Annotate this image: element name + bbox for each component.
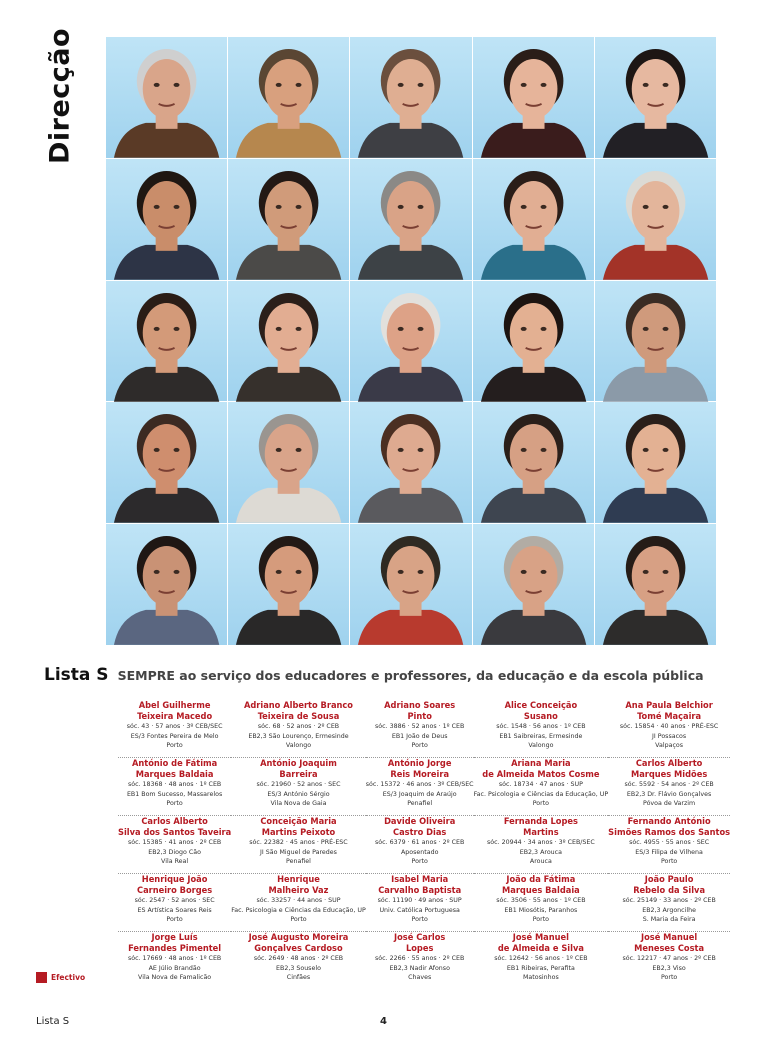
portrait-icon [106,402,227,523]
member-entry [608,700,730,758]
member-last-name: de Almeida Matos Cosme [482,768,600,780]
member-details: sóc. 12642 · 56 anos · 1º CEB [494,955,588,963]
member-details: sóc. 20944 · 34 anos · 3º CEB/SEC [486,839,595,847]
member-school: EB2,3 Dr. Flávio Gonçalves [626,790,712,798]
member-first-name: Ariana Maria [511,758,571,769]
member-details: sóc. 11190 · 49 anos · SUP [377,897,462,905]
member-location: Penafiel [286,858,311,866]
member-entry [118,816,231,874]
member-location: Porto [660,974,678,982]
member-last-name: Susano [523,710,558,722]
member-last-name: Meneses Costa [634,942,705,954]
member-details: sóc. 15372 · 46 anos · 3º CEB/SEC [365,781,474,789]
member-details: sóc. 33257 · 44 anos · SUP [256,897,341,905]
member-location: Póvoa de Varzim [643,800,696,808]
member-details: sóc. 3886 · 52 anos · 1º CEB [375,723,465,731]
member-school: EB1 Miosótis, Paranhos [504,906,578,914]
member-first-name: Carlos Alberto [635,758,703,769]
legend [36,972,85,983]
portrait-icon [595,37,716,158]
member-last-name: Lopes [405,942,434,954]
member-first-name: Jorge Luís [151,932,198,943]
member-last-name: Rebelo da Silva [633,884,706,896]
member-entry [366,758,474,816]
member-school: JI São Miguel de Paredes [260,848,337,856]
member-location: Valongo [285,742,312,750]
member-details: sóc. 15854 · 40 anos · PRÉ-ESC [619,723,719,731]
member-photo [595,159,716,280]
portrait-icon [595,524,716,645]
member-details: sóc. 2266 · 55 anos · 2º CEB [375,955,465,963]
member-details: sóc. 12217 · 47 anos · 2º CEB [622,955,716,963]
member-school: Aposentado [400,848,439,856]
portrait-icon [350,402,471,523]
member-photo [350,159,471,280]
member-school: ES/3 Filipa de Vilhena [635,848,703,856]
portrait-icon [106,159,227,280]
member-location: Porto [660,858,678,866]
member-location: Vila Nova de Famalicão [138,974,212,982]
member-location: Vila Nova de Gaia [270,800,327,808]
member-entry [231,816,366,874]
portrait-icon [473,281,594,402]
member-photo [595,402,716,523]
member-last-name: Gonçalves Cardoso [254,942,343,954]
member-photo [473,281,594,402]
member-school: EB2,3 Arouca [519,848,562,856]
member-last-name: Malheiro Vaz [268,884,329,896]
member-last-name: Reis Moreira [390,768,450,780]
member-school: ES/3 Joaquim de Araújo [382,790,457,798]
portrait-icon [350,524,471,645]
member-photo [350,402,471,523]
member-location: S. Maria da Feira [642,916,696,924]
member-entry [474,874,609,932]
portrait-icon [106,281,227,402]
member-last-name: Barreira [279,768,318,780]
member-photo [595,524,716,645]
portrait-icon [228,524,349,645]
member-details: sóc. 5592 · 54 anos · 2º CEB [624,781,714,789]
member-details: sóc. 3506 · 55 anos · 1º CEB [496,897,586,905]
member-location: Penafiel [407,800,433,808]
section-title: Direcção [44,27,76,165]
member-directory [118,700,731,990]
portrait-icon [106,524,227,645]
member-last-name: Silva dos Santos Taveira [118,826,232,838]
member-first-name: Fernando António [627,816,711,827]
member-entry [608,816,730,874]
member-first-name: José Manuel [641,932,698,943]
member-details: sóc. 43 · 57 anos · 3º CEB/SEC [126,723,223,731]
member-location: Valongo [528,742,554,750]
member-photo [106,159,227,280]
portrait-icon [228,37,349,158]
member-entry [608,932,730,990]
member-details: sóc. 17669 · 48 anos · 1º CEB [127,955,222,963]
member-last-name: Teixeira Macedo [137,710,213,722]
member-details: sóc. 6379 · 61 anos · 2º CEB [375,839,465,847]
member-last-name: Marques Baldaia [135,768,214,780]
member-last-name: Carneiro Borges [137,884,213,896]
member-entry [474,816,609,874]
list-name: Lista S [44,665,109,685]
member-photo [228,281,349,402]
member-details: sóc. 21960 · 52 anos · SEC [256,781,341,789]
member-location: Porto [411,742,428,750]
member-first-name: Carlos Alberto [141,816,208,827]
member-first-name: Conceição Maria [260,816,337,827]
member-location: Valpaços [655,742,684,750]
member-location: Porto [411,858,428,866]
member-first-name: José Manuel [512,932,569,943]
member-details: sóc. 18734 · 47 anos · SUP [498,781,583,789]
member-photo [350,281,471,402]
member-last-name: Castro Dias [393,826,447,838]
member-entry [366,816,474,874]
member-school: AE Júlio Brandão [148,964,201,972]
member-last-name: Fernandes Pimentel [128,942,222,954]
member-photo [595,281,716,402]
member-entry [608,758,730,816]
member-school: EB2,3 Souselo [276,964,321,972]
member-school: Fac. Psicologia e Ciências da Educação, UP [473,790,609,798]
member-school: EB2,3 Nadir Afonso [389,964,450,972]
member-entry [118,758,231,816]
section-title-container [30,27,90,165]
member-entry [118,700,231,758]
portrait-icon [473,402,594,523]
member-location: Porto [166,916,183,924]
member-entry [474,932,609,990]
member-photo [350,524,471,645]
member-location: Porto [166,742,183,750]
member-last-name: Marques Midões [630,768,708,780]
member-first-name: Ana Paula Belchior [625,700,713,711]
member-first-name: António de Fátima [131,758,218,769]
member-school: EB1 Bom Sucesso, Massarelos [126,790,223,798]
member-first-name: Davide Oliveira [384,816,456,827]
portrait-icon [350,159,471,280]
member-photo [228,159,349,280]
member-school: EB1 João de Deus [391,732,448,740]
member-school: EB2,3 Argoncilhe [642,906,696,914]
member-photo [350,37,471,158]
member-school: JI Possacos [652,732,687,740]
member-first-name: Abel Guilherme [138,700,211,711]
member-location: Cinfães [286,974,311,982]
member-location: Porto [532,916,550,924]
member-photo [106,37,227,158]
portrait-icon [350,37,471,158]
member-school: EB2,3 São Lourenço, Ermesinde [248,732,349,740]
list-header [44,665,704,687]
member-photo [473,159,594,280]
member-school: EB1 Ribeiras, Perafita [506,964,575,972]
member-details: sóc. 68 · 52 anos · 2º CEB [257,723,340,731]
portrait-icon [473,37,594,158]
member-location: Vila Real [161,858,189,866]
member-location: Porto [532,800,550,808]
member-photo [106,402,227,523]
member-details: sóc. 25149 · 33 anos · 2º CEB [622,897,716,905]
member-school: EB2,3 Viso [652,964,686,972]
member-first-name: Henrique [277,874,320,885]
member-photo [228,524,349,645]
member-details: sóc. 2649 · 48 anos · 2º CEB [253,955,344,963]
member-first-name: António Jorge [387,758,452,769]
member-location: Arouca [529,858,552,866]
portrait-icon [473,524,594,645]
list-slogan: SEMPRE ao serviço dos educadores e professores, da educação e da escola pública [117,668,704,683]
member-school: ES/3 Fontes Pereira de Melo [130,732,219,740]
member-first-name: Isabel Maria [391,874,449,885]
legend-swatch [36,972,47,983]
member-first-name: Adriano Alberto Branco [243,700,353,711]
member-first-name: João da Fátima [506,874,576,885]
member-details: sóc. 22382 · 45 anos · PRÉ-ESC [249,839,348,847]
member-photo [473,37,594,158]
member-last-name: Martins Peixoto [261,826,336,838]
portrait-icon [595,281,716,402]
member-entry [366,874,474,932]
member-last-name: Marques Baldaia [502,884,580,896]
member-school: ES Artística Soares Reis [137,906,212,914]
member-school: Univ. Católica Portuguesa [379,906,460,914]
member-entry [608,874,730,932]
member-last-name: de Almeida e Silva [497,942,584,954]
member-first-name: António Joaquim [260,758,337,769]
portrait-icon [228,159,349,280]
member-entry [231,874,366,932]
page-number: 4 [380,1016,387,1027]
member-entry [366,932,474,990]
member-last-name: Martins [523,826,559,838]
member-school: EB2,3 Diogo Cão [148,848,201,856]
member-first-name: José Carlos [394,932,446,943]
member-first-name: José Augusto Moreira [248,932,349,943]
portrait-icon [473,159,594,280]
member-last-name: Pinto [407,710,432,722]
member-photo [228,402,349,523]
board-photo-grid [106,37,716,645]
portrait-icon [228,281,349,402]
member-photo [228,37,349,158]
member-school: EB1 Saibreiras, Ermesinde [499,732,583,740]
member-location: Porto [411,916,428,924]
member-details: sóc. 4955 · 55 anos · SEC [629,839,710,847]
member-location: Porto [290,916,307,924]
member-details: sóc. 15385 · 41 anos · 2º CEB [127,839,222,847]
portrait-icon [106,37,227,158]
member-first-name: João Paulo [644,874,694,885]
member-first-name: Adriano Soares [384,700,456,711]
member-school: ES/3 António Sérgio [267,790,330,798]
legend-label: Efectivo [51,973,86,982]
portrait-icon [228,402,349,523]
member-last-name: Tomé Maçaira [637,710,702,722]
member-last-name: Carvalho Baptista [378,884,462,896]
member-entry [231,700,366,758]
member-last-name: Simões Ramos dos Santos [608,826,731,838]
footer-list-name: Lista S [36,1016,70,1027]
portrait-icon [350,281,471,402]
portrait-icon [595,159,716,280]
member-entry [474,758,609,816]
member-school: Fac. Psicologia e Ciências da Educação, UP [231,906,366,914]
member-entry [118,932,231,990]
member-photo [106,524,227,645]
member-entry [366,700,474,758]
member-entry [474,700,609,758]
member-details: sóc. 2547 · 52 anos · SEC [134,897,215,905]
member-first-name: Fernanda Lopes [503,816,578,827]
member-photo [595,37,716,158]
member-location: Porto [166,800,183,808]
member-entry [118,874,231,932]
member-location: Matosinhos [523,974,559,982]
portrait-icon [595,402,716,523]
member-entry [231,758,366,816]
member-photo [473,402,594,523]
member-photo [473,524,594,645]
member-first-name: Alice Conceição [504,700,578,711]
member-first-name: Henrique João [141,874,208,885]
member-details: sóc. 18368 · 48 anos · 1º CEB [127,781,222,789]
member-last-name: Teixeira de Sousa [257,710,340,722]
member-details: sóc. 1548 · 56 anos · 1º CEB [496,723,586,731]
member-location: Chaves [408,974,432,982]
member-photo [106,281,227,402]
member-entry [231,932,366,990]
